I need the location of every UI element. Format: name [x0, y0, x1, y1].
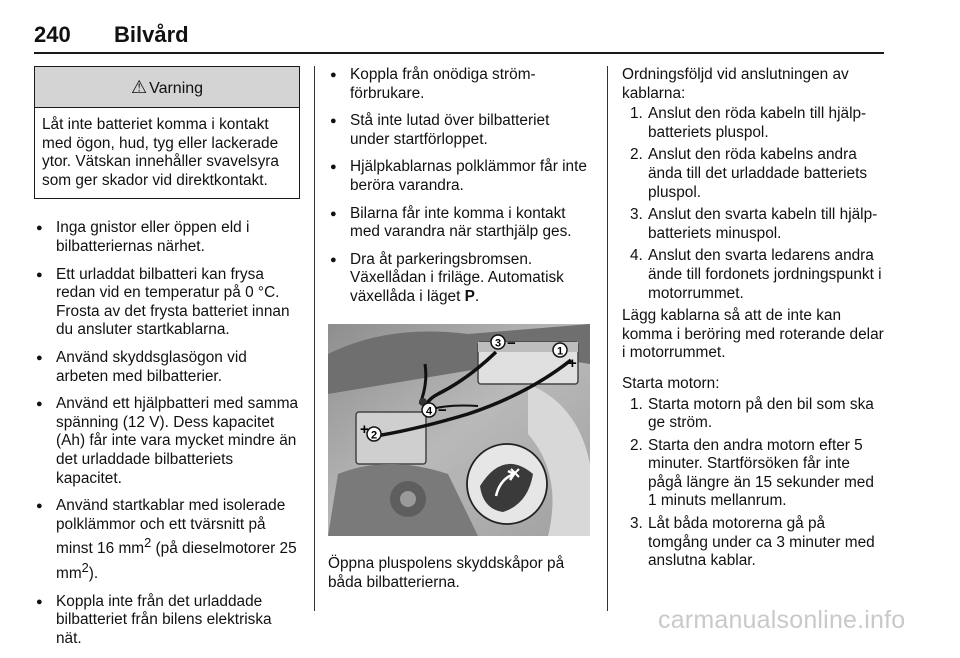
list-item: ● Använd ett hjälpbatteri med samma spänning (12 V). Dess kapacitet (Ah) får inte vara mycket mindre än det urladdade bilbatteriets kapacitet. — [34, 395, 300, 488]
cable-routing-note: Lägg kablarna så att de inte kan komma i beröring med roterande delar i motorrummet. — [622, 307, 884, 362]
column-divider — [314, 66, 315, 611]
svg-text:−: − — [507, 334, 516, 352]
page-header — [34, 20, 884, 54]
list-item: 3. Låt båda motorerna gå på tomgång under ca 3 minuter med anslutna kablar. — [630, 515, 875, 570]
page-number: 240 — [34, 22, 71, 47]
safety-list — [34, 219, 300, 648]
list-item: ● Bilarna får inte komma i kontakt med varandra när starthjälp ges. — [328, 205, 590, 242]
gear-p: P — [464, 287, 475, 305]
svg-text:+: + — [360, 420, 369, 438]
svg-text:2: 2 — [370, 429, 378, 442]
park-text: Dra åt parkeringsbromsen. Växellådan i friläge. Automatisk växellåda i läget — [350, 250, 564, 305]
list-item: ● Koppla från onödiga strömförbrukare. — [328, 66, 590, 103]
watermark: carmanualsonline.info — [658, 606, 906, 634]
warning-triangle-icon: ⚠ — [130, 77, 148, 97]
connection-steps — [622, 105, 886, 303]
list-item: ● Använd skyddsglasögon vid arbeten med bilbatterier. — [34, 349, 300, 386]
column-divider — [607, 66, 608, 611]
column-left — [34, 66, 300, 658]
superscript: 2 — [144, 535, 152, 551]
list-item: ● Ett urladdat bilbatteri kan frysa redan vid en temperatur på 0 °C. Frosta av det frysta batteriet innan du ansluter startkablarna. — [34, 266, 300, 340]
battery-jumpstart-illustration — [328, 324, 590, 536]
list-item: ● Stå inte lutad över bilbatteriet under startförloppet. — [328, 112, 590, 149]
svg-text:4: 4 — [425, 405, 433, 418]
warning-title: Varning — [149, 80, 204, 97]
svg-text:3: 3 — [494, 337, 502, 350]
list-item: 3. Anslut den svarta kabeln till hjälpbatteriets minuspol. — [630, 206, 878, 242]
start-steps — [622, 396, 886, 571]
column-middle — [328, 66, 590, 604]
list-item-park — [328, 251, 590, 307]
warning-header — [35, 67, 299, 108]
page-title: Bilvård — [114, 22, 189, 47]
list-item: ● Koppla inte från det urladdade bilbatteriet från bilens elektriska nät. — [34, 593, 300, 649]
list-item: 2. Starta den andra motorn efter 5 minuter. Startförsöken får inte pågå längre än 15 sekunder med 1 minuts mellanrum. — [630, 436, 874, 510]
figure-caption: Öppna pluspolens skyddskåpor på båda bilbatterierna. — [328, 555, 565, 591]
svg-text:+: + — [568, 354, 577, 372]
superscript: 2 — [81, 560, 89, 575]
prep-list — [328, 66, 590, 307]
discharged-battery — [356, 412, 426, 464]
list-item: 2. Anslut den röda kabelns andra ända till det urladdade batteriets pluspol. — [630, 146, 868, 201]
start-engine-heading: Starta motorn: — [622, 374, 720, 392]
column-right — [622, 66, 886, 575]
connection-intro: Ordningsföljd vid anslutningen av kablarna: — [622, 66, 849, 102]
list-item-cable — [34, 497, 300, 584]
warning-text: Låt inte batteriet komma i kontakt med ögon, hud, tyg eller lackerade ytor. Vätskan innehåller svavelsyra som ger skador vid direktkontakt. — [42, 116, 279, 189]
list-item: 1. Anslut den röda kabeln till hjälpbatteriets pluspol. — [630, 105, 867, 141]
warning-box — [34, 66, 300, 199]
svg-text:−: − — [438, 401, 447, 419]
cable-text: Använd startkablar med isolerade polklämmor och ett tvärsnitt på minst 16 mm — [56, 497, 286, 558]
list-item: 1. Starta motorn på den bil som ska ge ström. — [630, 395, 874, 432]
list-item: ● Hjälpkablarnas polklämmor får inte beröra varandra. — [328, 158, 590, 195]
list-item: ● Inga gnistor eller öppen eld i bilbatteriernas närhet. — [34, 219, 300, 256]
cable-text-mid: (på dieselmotorer 25 mm — [56, 540, 297, 583]
svg-text:1: 1 — [556, 345, 564, 358]
park-text-end: . — [474, 287, 480, 305]
list-item: 4. Anslut den svarta ledarens andra ände till fordonets jordningspunkt i motorrummet. — [630, 247, 882, 302]
cable-text-end: ). — [88, 565, 99, 583]
